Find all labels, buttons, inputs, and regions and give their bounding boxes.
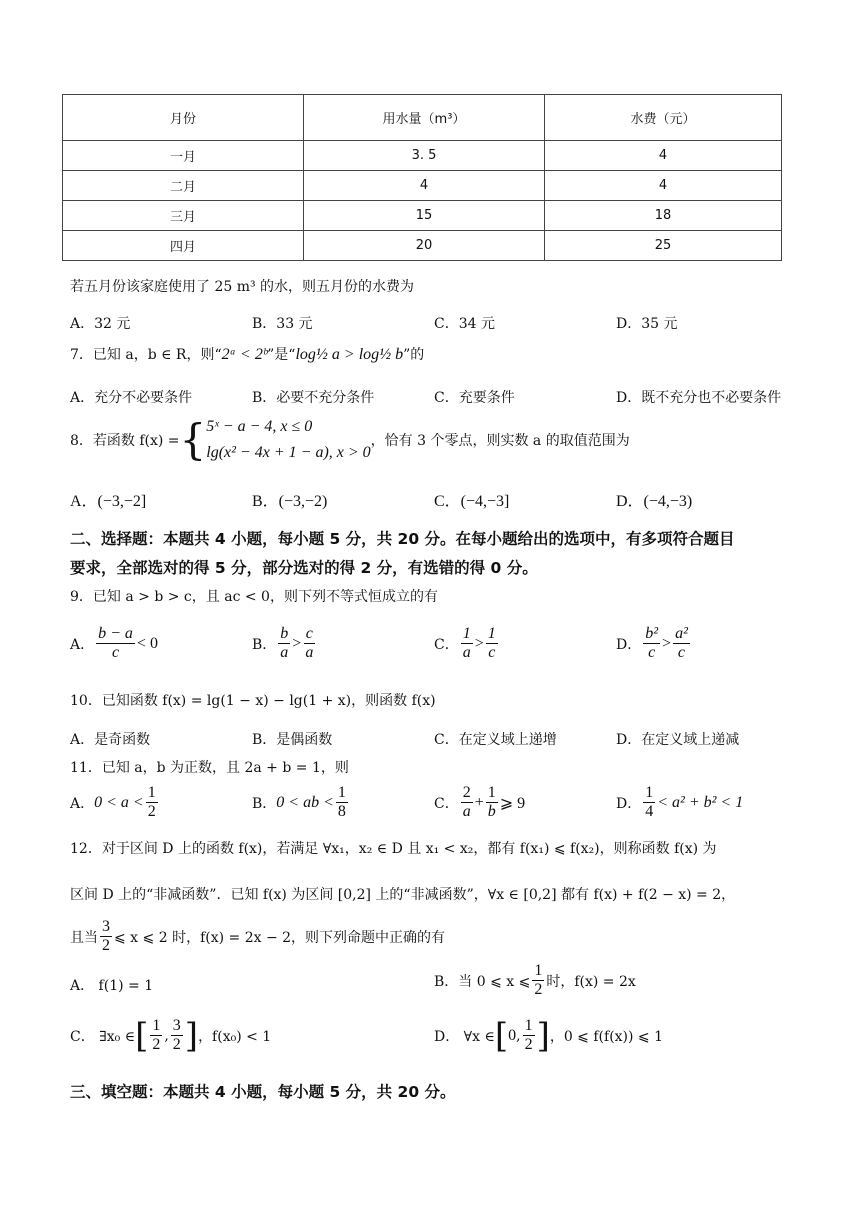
denominator: 2 [102,937,110,955]
text-segment: ⩽ x ⩽ 2 时，f(x) = 2x − 2，则下列命题中正确的有 [114,929,446,946]
fraction [532,962,544,1000]
text-segment: 且当 [70,929,98,946]
comma-symbol: , [516,1027,521,1044]
text-segment: ，f(x₀) < 1 [198,1028,272,1045]
q10-option-c: C．在定义域上递增 [434,732,557,748]
numerator: b² [643,625,660,644]
table-header-cell: 水费（元） [545,95,782,141]
q10-option-b: B．是偶函数 [252,732,333,748]
numerator: 1 [643,784,655,803]
q8-suffix: ，恰有 3 个零点，则实数 a 的取值范围为 [370,432,630,449]
q10-option-d: D．在定义域上递减 [616,732,740,748]
q11-option-a [70,784,160,822]
q11-option-d [616,784,743,822]
expression: 0 < ab < [276,793,334,811]
q6-option-b: B．33 元 [252,316,313,332]
denominator: 2 [524,1036,533,1054]
text-segment: C． ∃x₀ ∈ [70,1028,136,1045]
table-cell: 25 [545,231,782,261]
right-bracket: ] [536,1015,550,1056]
water-usage-table [62,94,782,261]
question-7-stem [70,344,424,364]
relation-symbol: > [292,634,302,652]
numerator: 1 [336,784,348,803]
table-cell: 二月 [63,171,304,201]
option-label: D． [616,795,642,812]
q7-stem-b: ”是“ [267,347,296,363]
left-bracket: [ [494,1015,509,1056]
question-9-stem: 9．已知 a > b > c，且 ac < 0，则下列不等式恒成立的有 [70,589,438,605]
option-label: C． [434,636,459,653]
numerator: 1 [150,1017,162,1036]
q8-option-a: A．(−3,−2] [70,493,147,510]
table-cell: 4 [304,171,545,201]
question-12-line3 [70,918,445,956]
fraction [461,784,473,822]
q12-option-c [70,1017,271,1055]
table-header-row [63,95,782,141]
interval-start: 0 [508,1026,517,1044]
fraction [150,1017,162,1055]
expression: ⩾ 9 [499,794,526,812]
table-cell: 4 [545,171,782,201]
fraction [461,625,473,663]
text-segment: ，0 ⩽ f(f(x)) ⩽ 1 [549,1028,664,1045]
q7-stem-a: 7．已知 a，b ∈ R，则“ [70,347,222,363]
q8-case-2: lg(x² − 4x + 1 − a), x > 0 [206,443,371,461]
q8-option-b: B．(−3,−2) [252,493,328,510]
option-label: C． [434,795,459,812]
numerator: 1 [486,784,498,803]
text-segment: B．当 0 ⩽ x ⩽ [434,973,531,990]
fraction [336,784,348,822]
q8-prefix: 8．若函数 f(x) = [70,432,180,449]
q7-stem-c: ”的 [403,347,425,363]
text-segment: 时，f(x) = 2x [546,973,636,990]
fraction [303,625,315,663]
fraction [146,784,158,822]
fraction [100,918,112,956]
option-label: D． [616,636,642,653]
q12-option-b [434,962,636,1000]
table-cell: 3. 5 [304,141,545,171]
table-cell: 四月 [63,231,304,261]
numerator: 2 [461,784,473,803]
option-label: A． [70,636,95,653]
question-12-line1: 12．对于区间 D 上的函数 f(x)，若满足 ∀x₁，x₂ ∈ D 且 x₁ < x₂，都有 f(x₁) ⩽ f(x₂)，则称函数 f(x) 为 [70,841,717,857]
option-label: B． [252,636,277,653]
denominator: c [488,644,496,662]
table-cell: 三月 [63,201,304,231]
fraction [486,625,498,663]
table-header-cell: 月份 [63,95,304,141]
expression: < a² + b² < 1 [657,793,744,811]
fraction [643,784,655,822]
numerator: a² [673,625,690,644]
table-cell: 15 [304,201,545,231]
fraction [673,625,690,663]
numerator: b [278,625,290,644]
table-cell: 18 [545,201,782,231]
denominator: 2 [147,803,156,821]
q11-option-b [252,784,350,822]
relation-symbol: > [474,634,484,652]
denominator: 2 [534,981,543,999]
denominator: c [677,644,686,662]
brace-symbol: { [179,414,207,464]
question-10-stem: 10．已知函数 f(x) = lg(1 − x) − lg(1 + x)，则函数 f(x) [70,693,436,709]
section-2-heading-line2: 要求，全部选对的得 5 分，部分选对的得 2 分，有选错的得 0 分。 [70,559,538,577]
question-11-stem: 11．已知 a，b 为正数，且 2a + b = 1，则 [70,760,349,776]
table-row [63,201,782,231]
fraction [643,625,660,663]
denominator: 8 [337,803,346,821]
q9-option-d [616,625,692,663]
denominator: 4 [645,803,654,821]
table-row [63,231,782,261]
q11-option-c [434,784,525,822]
numerator: c [304,625,315,644]
fraction [486,784,498,822]
q6-option-a: A．32 元 [70,316,131,332]
fraction [96,625,135,663]
inequality-tail: < 0 [136,634,158,652]
table-cell: 20 [304,231,545,261]
numerator: 1 [146,784,158,803]
left-bracket: [ [135,1015,149,1056]
q6-option-d: D．35 元 [616,316,678,332]
q9-option-c [434,625,500,663]
denominator: c [648,644,656,662]
question-8-stem [70,414,630,465]
comma-symbol: , [164,1027,169,1044]
denominator: 2 [152,1036,161,1054]
q10-option-a: A．是奇函数 [70,732,151,748]
denominator: a [305,644,314,662]
denominator: c [111,644,120,662]
numerator: 1 [532,962,544,981]
numerator: 3 [100,918,112,937]
table-cell: 一月 [63,141,304,171]
table-row [63,141,782,171]
table-cell: 4 [545,141,782,171]
operator-symbol: + [474,793,484,811]
q7-condition-2: log½ a > log½ b [295,346,404,363]
q9-option-b [252,625,317,663]
question-6-stem: 若五月份该家庭使用了 25 m³ 的水，则五月份的水费为 [70,279,415,295]
numerator: 1 [461,625,473,644]
option-label: B． [252,795,277,812]
section-3-heading: 三、填空题：本题共 4 小题，每小题 5 分，共 20 分。 [70,1083,456,1101]
section-2-heading-line1: 二、选择题：本题共 4 小题，每小题 5 分，共 20 分。在每小题给出的选项中，有多项符合题目 [70,530,735,548]
fraction [278,625,290,663]
denominator: a [462,644,471,662]
q8-case-1: 5ˣ − a − 4, x ≤ 0 [206,418,313,435]
option-label: A． [70,795,95,812]
q7-option-d: D．既不充分也不必要条件 [616,390,782,406]
numerator: 1 [523,1017,535,1036]
q12-option-a: A． f(1) = 1 [70,978,154,994]
fraction [171,1017,183,1055]
table-row [63,171,782,201]
table-header-cell: 用水量（m³） [304,95,545,141]
fraction [523,1017,535,1055]
q9-option-a [70,625,158,663]
numerator: b − a [96,625,135,644]
q6-option-c: C．34 元 [434,316,495,332]
expression: 0 < a < [94,793,144,811]
denominator: a [462,803,471,821]
q8-piecewise [206,414,370,465]
question-12-line2: 区间 D 上的“非减函数”．已知 f(x) 为区间 [0,2] 上的“非减函数”，∀x ∈ [0,2] 都有 f(x) + f(2 − x) = 2， [70,887,736,903]
q12-option-d [434,1017,663,1055]
relation-symbol: > [662,634,672,652]
right-bracket: ] [184,1015,199,1056]
denominator: 2 [172,1036,181,1054]
denominator: b [487,803,496,821]
q8-option-c: C．(−4,−3] [434,493,510,510]
q7-option-a: A．充分不必要条件 [70,390,193,406]
q7-option-c: C．充要条件 [434,390,515,406]
text-segment: D． ∀x ∈ [434,1028,495,1045]
q8-option-d: D．(−4,−3) [616,493,693,510]
q7-condition-1: 2ᵃ < 2ᵇ [221,346,268,363]
numerator: 1 [486,625,498,644]
denominator: a [280,644,289,662]
numerator: 3 [171,1017,183,1036]
q7-option-b: B．必要不充分条件 [252,390,375,406]
